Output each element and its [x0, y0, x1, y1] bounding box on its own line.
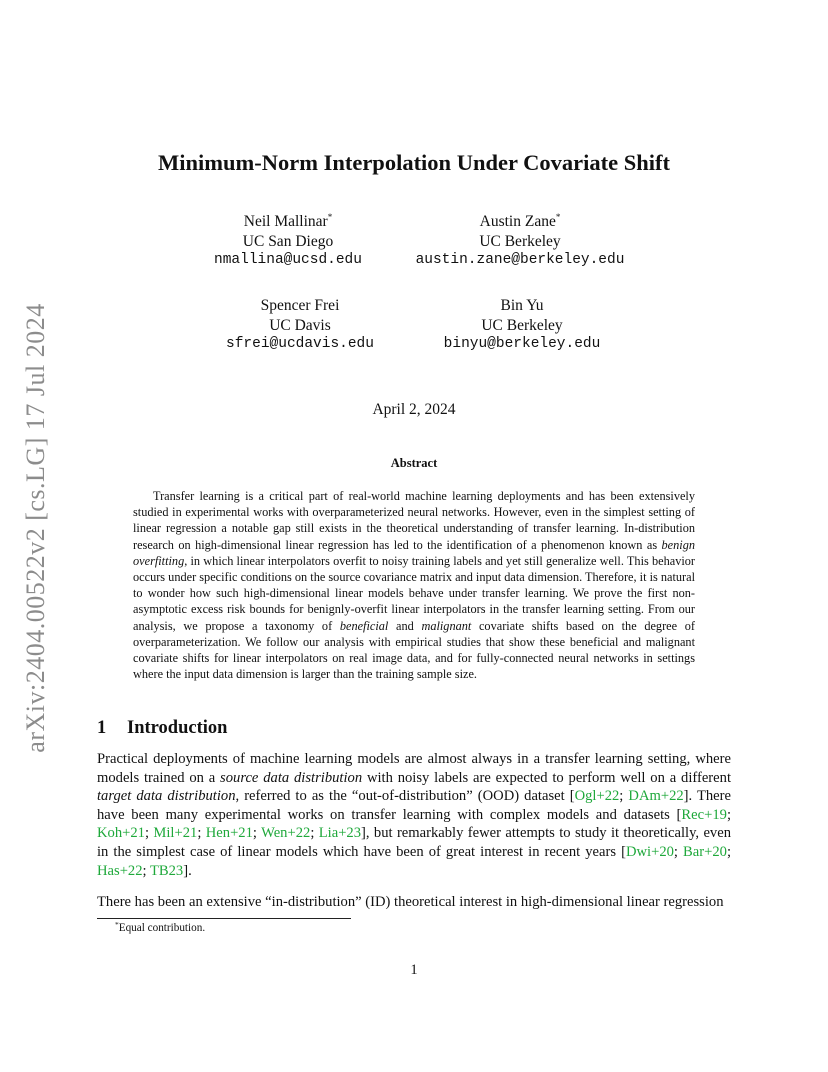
section-title: Introduction	[127, 718, 228, 738]
page-number: 1	[410, 962, 418, 978]
section-heading	[97, 718, 227, 739]
intro-paragraph: There has been an extensive “in-distribution” (ID) theoretical interest in high-dimensional linear regression	[97, 894, 724, 910]
author-email: binyu@berkeley.edu	[443, 336, 601, 352]
author-affiliation: UC Berkeley	[481, 316, 563, 334]
author-block	[214, 212, 362, 271]
paper-title: Minimum-Norm Interpolation Under Covariate Shift	[157, 150, 671, 175]
text-run: ], but remarkably fewer attempts to study it theoretically, even in the simplest case of linear models which have been of great interest in recent years [	[97, 825, 731, 860]
text-run: ;	[619, 788, 629, 805]
author-name: Spencer Frei	[260, 297, 340, 314]
citation-link[interactable]: Mil+21	[153, 825, 198, 842]
footnote-mark: *	[115, 920, 119, 929]
citation-link[interactable]: Hen+21	[205, 825, 253, 842]
section-number: 1	[97, 718, 107, 738]
text-run: ;	[197, 825, 206, 842]
text-run: ;	[726, 843, 731, 860]
author-block	[444, 296, 601, 355]
text-run: ;	[252, 825, 262, 842]
author-affiliation: UC Berkeley	[479, 232, 561, 250]
emphasis-text: malignant	[421, 618, 472, 633]
citation-link[interactable]: Rec+19	[681, 806, 727, 823]
text-run: ;	[144, 825, 154, 842]
citation-link[interactable]: Has+22	[97, 862, 143, 879]
author-affiliation: UC San Diego	[242, 232, 334, 250]
text-run: ].	[183, 862, 192, 879]
author-email: sfrei@ucdavis.edu	[226, 336, 374, 352]
text-run: ;	[310, 825, 319, 842]
citation-link[interactable]: Bar+20	[683, 843, 727, 860]
citation-link[interactable]: Dwi+20	[625, 843, 674, 860]
text-run: Transfer learning is a critical part of real-world machine learning deployments and has been extensively studied in experimental works with overparameterized neural networks. However, even in the simplest setting of linear regression a notable gap still exists in the theoretical understanding of transfer learning. In-distribution research on high-dimensional linear regression has led to the identification of a phenomenon known as	[133, 489, 695, 552]
citation-link[interactable]: Wen+22	[261, 825, 311, 842]
intro-paragraph	[97, 750, 731, 880]
author-mark: *	[327, 212, 333, 222]
citation-link[interactable]: Ogl+22	[574, 788, 620, 805]
author-mark: *	[555, 212, 561, 222]
citation-link[interactable]: DAm+22	[628, 788, 684, 805]
emphasis-text: source data distribution	[220, 769, 363, 786]
citation-link[interactable]: Koh+21	[97, 825, 145, 842]
footnote-divider	[97, 918, 351, 919]
author-name: Neil Mallinar	[243, 213, 328, 230]
paper-date: April 2, 2024	[372, 401, 456, 418]
text-run: ]. There have been many experimental works on transfer learning with complex models and datasets [	[97, 788, 731, 823]
author-block	[416, 212, 625, 271]
author-affiliation: UC Davis	[269, 316, 331, 334]
text-run: , referred to as the “out-of-distribution” (OOD) dataset [	[235, 788, 575, 805]
citation-link[interactable]: Lia+23	[318, 825, 362, 842]
text-run: and	[388, 618, 422, 633]
text-run: Practical deployments of machine learning models are almost always in a transfer learning setting, where models trained on a	[97, 751, 731, 786]
author-name: Bin Yu	[500, 297, 544, 314]
text-run: ;	[726, 806, 731, 823]
text-run: ;	[673, 843, 684, 860]
text-run: ;	[142, 862, 150, 879]
citation-link[interactable]: TB23	[149, 862, 184, 879]
author-name: Austin Zane	[479, 213, 556, 230]
author-email: austin.zane@berkeley.edu	[415, 252, 625, 268]
emphasis-text: benign overfitting	[133, 537, 695, 568]
abstract-text	[133, 488, 695, 682]
author-email: nmallina@ucsd.edu	[214, 252, 362, 268]
text-run: with noisy labels are expected to perform well on a different	[362, 769, 731, 786]
footnote	[115, 922, 205, 934]
footnote-text: Equal contribution.	[118, 922, 206, 934]
author-block	[226, 296, 374, 355]
emphasis-text: target data distribution	[97, 788, 236, 805]
abstract-heading: Abstract	[390, 456, 438, 470]
emphasis-text: beneficial	[339, 618, 389, 633]
text-run: , in which linear interpolators overfit to noisy training labels and yet still generalize well. This behavior occurs under specific conditions on the source covariance matrix and input data dimension. Therefore, it is natural to wonder how such high-dimensional linear models behave under transfer learning. We prove the first non-asymptotic excess risk bounds for benignly-overfit linear interpolators in the transfer learning setting. From our analysis, we propose a taxonomy of	[133, 553, 695, 633]
arxiv-identifier-stamp: arXiv:2404.00522v2 [cs.LG] 17 Jul 2024	[21, 303, 50, 753]
text-run: covariate shifts based on the degree of overparameterization. We follow our analysis with empirical studies that show these beneficial and malignant covariate shifts for linear interpolators on real image data, and for fully-connected neural networks in settings where the input data dimension is larger than the training sample size.	[133, 618, 695, 682]
